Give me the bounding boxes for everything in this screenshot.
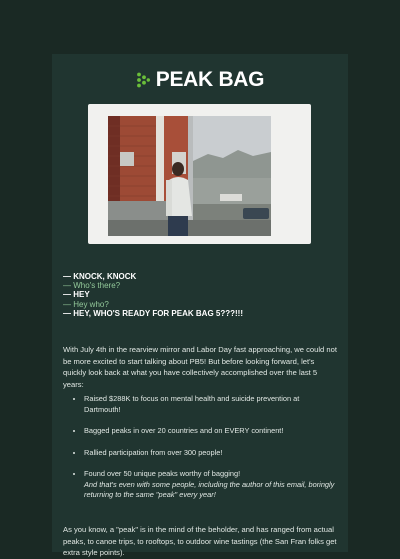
email-card [52,54,348,558]
list-item [84,448,336,459]
list-item [84,394,336,415]
intro-paragraph: With July 4th in the rearview mirror and Labor Day fast approaching, we could not be more excited to start talking about PB5! But before looking forward, let's quickly look back at what you have collectively accomplished over the last 5 years: [63,345,337,389]
closing-paragraph: As you know, a "peak" is in the mind of the beholder, and has ranged from actual peaks, to canoe trips, to rooftops, to outdoor wine tastings (the San Fran folks get extra style points). [63,525,337,558]
brand-name: PEAK BAG [155,68,265,91]
dialogue-line: — HEY [63,290,90,300]
mountain-dots-icon [136,72,150,88]
dialogue-line: — Who's there? [63,281,121,291]
accomplishments-list [76,394,336,512]
list-item-text: Rallied participation from over 300 people! [84,447,223,457]
peak-bag-logo [52,66,348,94]
list-item [84,469,336,501]
list-item-text: Bagged peaks in over 20 countries and on EVERY continent! [84,426,284,435]
list-item-note: And that's even with some people, including the author of this email, boringly returning to the same "peak" every year! [84,479,335,499]
list-item-text: Raised $288K to focus on mental health and suicide prevention at Dartmouth! [84,394,300,414]
list-item [84,426,336,437]
dialogue-line: — HEY, WHO'S READY FOR PEAK BAG 5???!!! [63,308,243,318]
knock-knock-dialogue [63,272,343,318]
dialogue-line: — Hey who? [63,299,109,309]
dialogue-line: — KNOCK, KNOCK [63,272,137,281]
list-item-text: Found over 50 unique peaks worthy of bagging! [84,469,241,478]
hero-photo [108,116,271,236]
